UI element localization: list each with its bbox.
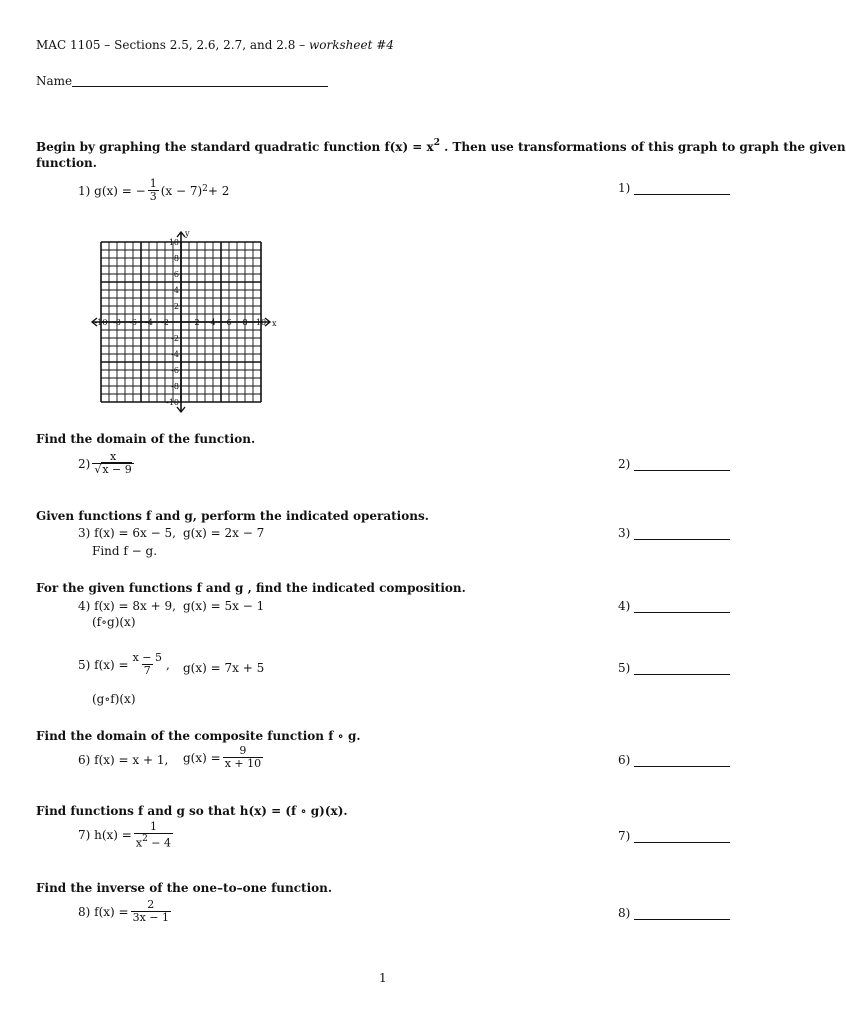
answer-blank-6[interactable] (634, 766, 730, 767)
answer-label-1: 1) (618, 181, 631, 195)
problem-2: 2) $\frac{x}{√x - 9}$ (78, 450, 132, 476)
y-axis-label: y (185, 229, 190, 238)
answer-label-4: 4) (618, 599, 631, 613)
coordinate-grid[interactable] (88, 226, 280, 410)
name-field[interactable] (36, 74, 328, 87)
answer-blank-2[interactable] (634, 470, 730, 471)
y-tick-label: -10 (166, 398, 179, 407)
x-tick-label: 8 (242, 318, 248, 327)
x-tick-label: 10 (255, 318, 267, 327)
x-tick-label: 2 (194, 318, 200, 327)
section-5-instruction: Find the domain of the composite function f ∘ g. (36, 729, 361, 743)
answer-label-8: 8) (618, 906, 631, 920)
y-tick-label: 10 (168, 238, 179, 247)
problem-5-f: 5) f(x) = $\frac{x - 5}{7}$ , (78, 651, 170, 677)
answer-label-2: 2) (618, 457, 631, 471)
y-tick-label: -8 (171, 382, 179, 391)
problem-4-task: (f∘g)(x) (92, 615, 136, 629)
worksheet-title (36, 39, 394, 51)
section-6-instruction: Find functions f and g so that h(x) = (f ∘ g)(x). (36, 804, 348, 818)
problem-5-task: (g∘f)(x) (92, 692, 136, 706)
problem-6-f: 6) f(x) = x + 1, (78, 753, 169, 767)
x-tick-label: -8 (113, 318, 121, 327)
page-number: 1 (379, 971, 387, 985)
problem-5-g: g(x) = 7x + 5 (183, 661, 265, 675)
problem-7: 7) h(x) = $\frac{1}{x^2 - 4}$ (78, 820, 172, 850)
y-tick-label: -2 (171, 334, 179, 343)
answer-label-7: 7) (618, 829, 631, 843)
name-line[interactable] (72, 74, 328, 87)
answer-blank-8[interactable] (634, 919, 730, 920)
x-tick-label: -10 (94, 318, 108, 327)
answer-blank-7[interactable] (634, 842, 730, 843)
x-tick-label: 4 (210, 318, 216, 327)
section-2-instruction: Find the domain of the function. (36, 432, 256, 446)
worksheet-label: worksheet #4 (308, 38, 394, 52)
y-tick-label: 4 (173, 286, 179, 295)
course-title: MAC 1105 – Sections 2.5, 2.6, 2.7, and 2.8 – (36, 38, 309, 52)
answer-blank-3[interactable] (634, 539, 730, 540)
answer-blank-5[interactable] (634, 674, 730, 675)
answer-label-6: 6) (618, 753, 631, 767)
section-4-instruction: For the given functions f and g , find the indicated composition. (36, 581, 466, 595)
answer-blank-4[interactable] (634, 612, 730, 613)
x-axis-label: x (272, 319, 277, 328)
answer-label-3: 3) (618, 526, 631, 540)
problem-3-g: g(x) = 2x − 7 (183, 526, 265, 540)
y-tick-label: 6 (173, 270, 179, 279)
y-tick-label: 8 (173, 254, 179, 263)
problem-3-task: Find f − g. (92, 544, 158, 558)
x-tick-label: -4 (145, 318, 153, 327)
x-tick-label: -2 (161, 318, 169, 327)
y-tick-label: -6 (171, 366, 179, 375)
name-label: Name (36, 74, 73, 88)
problem-1: 1) g(x) = − $\frac{1}{3}$ (x − 7) $^2$ + 2 (78, 177, 230, 203)
answer-blank-1[interactable] (634, 194, 730, 195)
y-tick-label: -4 (171, 350, 179, 359)
problem-4-g: g(x) = 5x − 1 (183, 599, 265, 613)
x-tick-label: -6 (129, 318, 137, 327)
section-1-instruction-cont: function. (36, 156, 97, 170)
problem-3-f: 3) f(x) = 6x − 5, (78, 526, 176, 540)
answer-label-5: 5) (618, 661, 631, 675)
section-1-instruction: Begin by graphing the standard quadratic function $f(x) = x^2$ . Then use transformations of this graph to graph the given (36, 138, 846, 154)
problem-4-f: 4) f(x) = 8x + 9, (78, 599, 176, 613)
problem-8: 8) f(x) = $\frac{2}{3x - 1}$ (78, 898, 169, 924)
section-3-instruction: Given functions f and g, perform the indicated operations. (36, 509, 429, 523)
section-7-instruction: Find the inverse of the one–to–one function. (36, 881, 333, 895)
x-tick-label: 6 (226, 318, 232, 327)
problem-6-g: g(x) = $\frac{9}{x + 10}$ (183, 744, 262, 770)
y-tick-label: 2 (173, 302, 179, 311)
